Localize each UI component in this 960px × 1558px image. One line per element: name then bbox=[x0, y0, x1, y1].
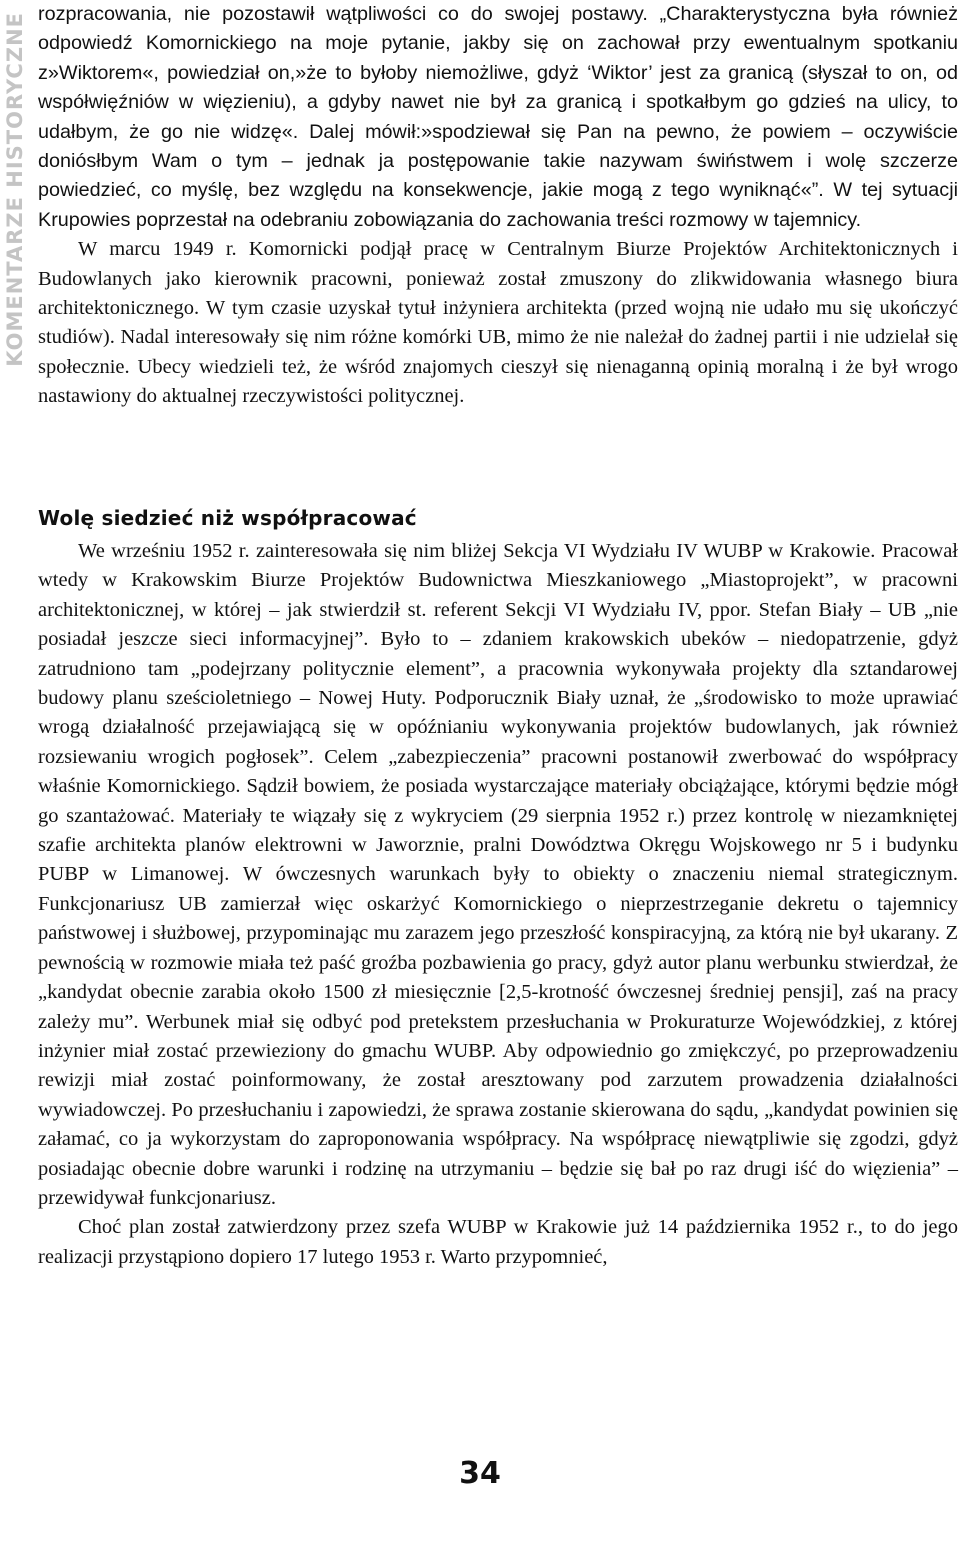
section-heading: Wolę siedzieć niż współpracować bbox=[38, 506, 417, 530]
page-number bbox=[0, 1456, 960, 1491]
paragraph-september-1952: We wrześniu 1952 r. zainteresowała się nim bliżej Sekcja VI Wydziału IV WUBP w Krakowie. Pracował wtedy w Krakowskim Biurze Projektów Budownictwa Mieszkaniowego „Miastoprojekt”, w pracowni architektonicznej, w której – jak stwierdził st. referent Sekcji VI Wydziału IV, ppor. Stefan Biały – UB „nie posiadał jeszcze sieci informacyjnej”. Było to – zdaniem krakowskich ubeków – niedopatrzenie, gdyż zatrudniono tam „podejrzany politycznie element”, a pracownia wykonywała projekty dla sztandarowej budowy planu sześcioletniego – Nowej Huty. Podporucznik Biały uznał, że „środowisko to może uprawiać wrogą działalność przejawiającą się w opóźnianiu wykonywania projektów budowlanych, jak również rozsiewaniu wrogich pogłosek”. Celem „zabezpieczenia” pracowni postanowił zwerbować do współpracy właśnie Komornickiego. Sądził bowiem, że posiada wystarczające materiały obciążające, którymi będzie mógł go szantażować. Materiały te wiązały się z wykryciem (29 sierpnia 1952 r.) przez kontrolę w niezamkniętej szafie architekta planów elektrowni w Jaworznie, pralni Dowództwa Okręgu Wojskowego nr 5 i budynku PUBP w Limanowej. W ówczesnych warunkach były to obiekty o znaczeniu niemal strategicznym. Funkcjonariusz UB zamierzał więc oskarżyć Komornickiego o nieprzestrzeganie dekretu o tajemnicy państwowej i służbowej, przypominając mu zarazem jego przeszłość konspiracyjną, za którą nie był ukarany. Z pewnością w rozmowie miała też paść groźba pozbawienia go pracy, gdyż autor planu werbunku stwierdzał, że „kandydat obecnie zarabia około 1500 zł miesięcznie [2,5-krotność ówczesnej średniej pensji], zaś na pracy zależy mu”. Werbunek miał się odbyć pod pretekstem przesłuchania w Prokuraturze Wojewódzkiej, z której inżynier miał zostać przewieziony do gmachu WUBP. Aby odpowiednio go zmiękczyć, po przeprowadzeniu rewizji miał zostać poinformowany, że został aresztowany pod zarzutem prowadzenia działalności wywiadowczej. Po przesłuchaniu i zapowiedzi, że sprawa zostanie skierowana do sądu, „kandydat powinien się załamać, co ja wykorzystam do zaproponowania współpracy. Na współpracę niewątpliwie się zgodzi, gdyż posiadając obecnie dobre warunki i rodzinę na utrzymaniu – będzie się bał po raz drugi iść do więzienia” – przewidywał funkcjonariusz. bbox=[38, 540, 958, 1209]
page-number-label: 34 bbox=[453, 1456, 507, 1491]
article-body-bottom bbox=[38, 537, 958, 1272]
sidebar-section-tab bbox=[0, 0, 30, 740]
sidebar-section-label: KOMENTARZE HISTORYCZNE bbox=[3, 12, 27, 367]
paragraph-quote: rozpracowania, nie pozostawił wątpliwości co do swojej postawy. „Charakterystyczna była również odpowiedź Komornickiego na moje pytanie, jakby się on zachował przy ewentualnym spotkaniu z»Wiktorem«, powiedział on,»że to byłoby niemożliwe, gdyż ‘Wiktor’ jest za granicą (słyszał to on, od współwięźniów w więzieniu), a gdyby nawet nie był za granicą i spotkałbym go gdzieś na ulicy, to udałbym, że go nie widzę«. Dalej mówił:»spodziewał się Pan na pewno, że powiem – oczywiście doniósłbym Wam o tym – jednak ja postępowanie takie nazywam świństwem i wolę szczerze powiedzieć, co myślę, bez względu na konsekwencje, jakie mogą z tego wyniknąć«”. W tej sytuacji Krupowies poprzestał na odebraniu zobowiązania do zachowania treści rozmowy w tajemnicy. bbox=[38, 3, 958, 231]
paragraph-march-1949: W marcu 1949 r. Komornicki podjął pracę w Centralnym Biurze Projektów Architektonicznych i Budowlanych jako kierownik pracowni, ponieważ został zmuszony do zlikwidowania własnego biura architektonicznego. W tym czasie uzyskał tytuł inżyniera architekta (przed wojną nie udało mu się ukończyć studiów). Nadal interesowały się nim różne komórki UB, mimo że nie należał do żadnej partii i nie udzielał się społecznie. Ubecy wiedzieli też, że wśród znajomych cieszył się nienaganną opinią moralną i że był wrogo nastawiony do aktualnej rzeczywistości politycznej. bbox=[38, 238, 958, 408]
article-body-top bbox=[38, 0, 958, 412]
paragraph-plan-approved: Choć plan został zatwierdzony przez szefa WUBP w Krakowie już 14 października 1952 r., to do jego realizacji przystąpiono dopiero 17 lutego 1953 r. Warto przypomnieć, bbox=[38, 1216, 958, 1268]
